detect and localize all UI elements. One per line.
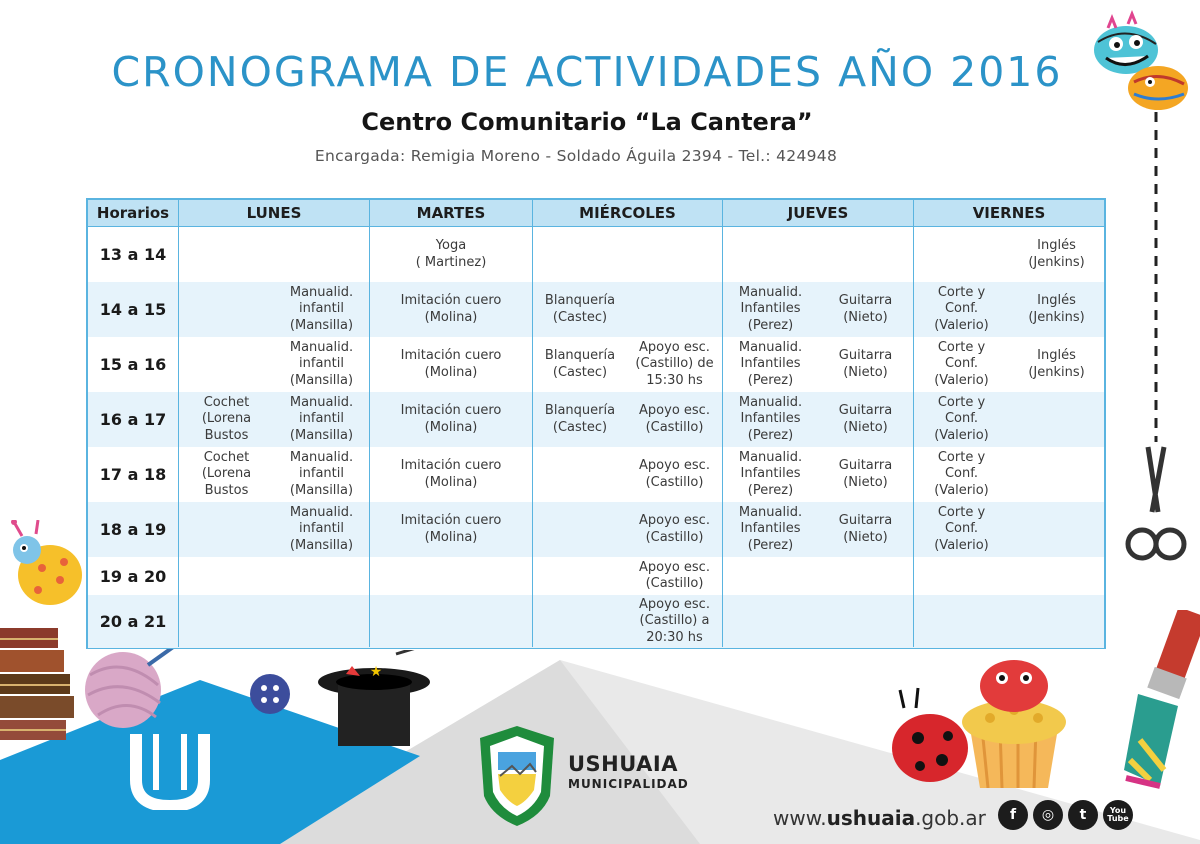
paintbrush-icon	[1120, 610, 1200, 790]
activity-entry	[914, 337, 1009, 392]
activity-text: Cochet (Lorena Bustos	[201, 394, 252, 443]
activity-text: Manualid. Infantiles (Perez)	[738, 504, 803, 553]
activity-entry	[818, 502, 913, 557]
activity-entry	[370, 392, 532, 447]
activity-entry	[627, 557, 722, 595]
column-divider	[369, 200, 370, 647]
scissors-icon	[1120, 112, 1190, 572]
activity-text: Imitación cuero (Molina)	[400, 458, 502, 490]
activity-text: Guitarra (Nieto)	[838, 293, 893, 325]
activity-text: Apoyo esc. (Castillo) de 15:30 hs	[635, 339, 714, 388]
activity-entry	[723, 282, 818, 337]
activity-text: Guitarra (Nieto)	[838, 403, 893, 435]
activity-entry	[274, 392, 369, 447]
header-viernes: VIERNES	[972, 204, 1046, 222]
header-lunes: LUNES	[246, 204, 302, 222]
activity-text: Apoyo esc. (Castillo) a 20:30 hs	[639, 596, 710, 645]
activity-entry	[370, 282, 532, 337]
website-suffix: .gob.ar	[915, 806, 986, 830]
website-link[interactable]	[773, 806, 986, 830]
website-prefix: www.	[773, 806, 827, 830]
schedule-row	[88, 282, 1104, 337]
activity-entry	[533, 392, 627, 447]
activity-entry	[274, 282, 369, 337]
button-icon	[248, 672, 292, 716]
facebook-icon[interactable]: f	[998, 800, 1028, 830]
brand-subtitle: MUNICIPALIDAD	[568, 777, 689, 791]
activity-entry	[179, 447, 274, 502]
activity-entry	[914, 447, 1009, 502]
activity-text: Manualid. Infantiles (Perez)	[738, 284, 803, 333]
activity-text: Blanquería (Castec)	[544, 293, 616, 325]
activity-entry	[627, 337, 722, 392]
activity-text: Apoyo esc. (Castillo)	[639, 458, 710, 490]
activity-text: Manualid. infantil (Mansilla)	[289, 449, 354, 498]
activity-entry	[274, 337, 369, 392]
activity-text: Corte y Conf. (Valerio)	[934, 339, 989, 388]
activity-entry	[627, 595, 722, 648]
twitter-icon[interactable]: t	[1068, 800, 1098, 830]
activity-text: Manualid. Infantiles (Perez)	[738, 339, 803, 388]
activity-entry	[914, 392, 1009, 447]
activity-entry	[723, 502, 818, 557]
column-divider	[532, 200, 533, 647]
activity-text: Imitación cuero (Molina)	[400, 348, 502, 380]
time-slot-label: 19 a 20	[99, 566, 167, 586]
activity-text: Apoyo esc. (Castillo)	[639, 559, 710, 591]
time-slot-label: 15 a 16	[99, 355, 167, 374]
activity-text: Corte y Conf. (Valerio)	[934, 394, 989, 443]
time-slot-label: 18 a 19	[99, 520, 167, 539]
brand-name: USHUAIA	[568, 752, 678, 776]
time-slot-label: 20 a 21	[99, 612, 167, 631]
activity-text: Manualid. infantil (Mansilla)	[289, 504, 354, 553]
activity-entry	[533, 282, 627, 337]
column-divider	[178, 200, 179, 647]
activity-entry	[627, 502, 722, 557]
activity-entry	[370, 447, 532, 502]
activity-text: Corte y Conf. (Valerio)	[934, 504, 989, 553]
activity-text: Apoyo esc. (Castillo)	[639, 403, 710, 435]
activity-entry	[818, 337, 913, 392]
activity-text: Manualid. Infantiles (Perez)	[738, 394, 803, 443]
schedule-header-row	[88, 200, 1104, 227]
activity-entry	[723, 337, 818, 392]
time-slot-label: 14 a 15	[99, 300, 167, 319]
activity-text: Inglés (Jenkins)	[1028, 348, 1085, 380]
activity-text: Guitarra (Nieto)	[838, 513, 893, 545]
activity-entry	[1009, 337, 1104, 392]
activity-text: Blanquería (Castec)	[544, 403, 616, 435]
activity-entry	[818, 282, 913, 337]
time-slot-label: 17 a 18	[99, 465, 167, 484]
activity-entry	[627, 392, 722, 447]
schedule-row	[88, 502, 1104, 557]
page-title: CRONOGRAMA DE ACTIVIDADES AÑO 2016	[111, 48, 1063, 96]
instagram-icon[interactable]: ◎	[1033, 800, 1063, 830]
activity-text: Guitarra (Nieto)	[838, 458, 893, 490]
activity-entry	[914, 282, 1009, 337]
activity-text: Blanquería (Castec)	[544, 348, 616, 380]
activity-text: Apoyo esc. (Castillo)	[639, 513, 710, 545]
activity-entry	[370, 227, 532, 282]
u-logo-icon	[130, 730, 210, 810]
activity-entry	[1009, 282, 1104, 337]
activity-text: Manualid. infantil (Mansilla)	[289, 394, 354, 443]
activity-text: Manualid. infantil (Mansilla)	[289, 339, 354, 388]
column-divider	[913, 200, 914, 647]
activity-text: Inglés (Jenkins)	[1028, 238, 1085, 270]
center-name: Centro Comunitario “La Cantera”	[361, 108, 813, 136]
activity-text: Guitarra (Nieto)	[838, 348, 893, 380]
svg-text:★: ★	[369, 664, 383, 680]
magic-hat-icon	[316, 650, 446, 750]
header-jueves: JUEVES	[787, 204, 849, 222]
activity-entry	[914, 502, 1009, 557]
ladybug-icon	[2, 520, 97, 615]
header-miercoles: MIÉRCOLES	[579, 204, 676, 222]
activity-entry	[723, 447, 818, 502]
activity-text: Corte y Conf. (Valerio)	[934, 449, 989, 498]
activity-entry	[627, 447, 722, 502]
activity-text: Corte y Conf. (Valerio)	[934, 284, 989, 333]
header-horarios: Horarios	[96, 204, 170, 222]
activity-entry	[370, 502, 532, 557]
schedule-row	[88, 595, 1104, 648]
activity-text: Manualid. Infantiles (Perez)	[738, 449, 803, 498]
activity-entry	[533, 337, 627, 392]
activity-text: Imitación cuero (Molina)	[400, 513, 502, 545]
schedule-row	[88, 337, 1104, 392]
activity-entry	[274, 447, 369, 502]
books-icon	[0, 628, 80, 758]
schedule-row	[88, 447, 1104, 502]
header-martes: MARTES	[416, 204, 486, 222]
column-divider	[722, 200, 723, 647]
schedule-row	[88, 392, 1104, 447]
contact-info: Encargada: Remigia Moreno - Soldado Águila 2394 - Tel.: 424948	[314, 147, 838, 165]
activity-text: Inglés (Jenkins)	[1028, 293, 1085, 325]
activity-entry	[370, 337, 532, 392]
activity-text: Imitación cuero (Molina)	[400, 293, 502, 325]
activity-entry	[179, 392, 274, 447]
time-slot-label: 16 a 17	[99, 410, 167, 429]
schedule-table	[86, 198, 1106, 649]
activity-text: Yoga ( Martinez)	[415, 238, 487, 270]
activity-entry	[1009, 227, 1104, 282]
youtube-icon[interactable]: You Tube	[1103, 800, 1133, 830]
activity-text: Imitación cuero (Molina)	[400, 403, 502, 435]
activity-entry	[818, 392, 913, 447]
time-slot-label: 13 a 14	[99, 245, 167, 264]
activity-entry	[818, 447, 913, 502]
website-domain: ushuaia	[826, 806, 916, 830]
activity-text: Cochet (Lorena Bustos	[201, 449, 252, 498]
schedule-row	[88, 227, 1104, 282]
cupcake-icon	[890, 648, 1070, 788]
schedule-row	[88, 557, 1104, 595]
yarn-ball-icon	[78, 645, 178, 735]
activity-text: Manualid. infantil (Mansilla)	[289, 284, 354, 333]
activity-entry	[723, 392, 818, 447]
municipal-emblem-icon	[476, 724, 558, 828]
activity-entry	[274, 502, 369, 557]
